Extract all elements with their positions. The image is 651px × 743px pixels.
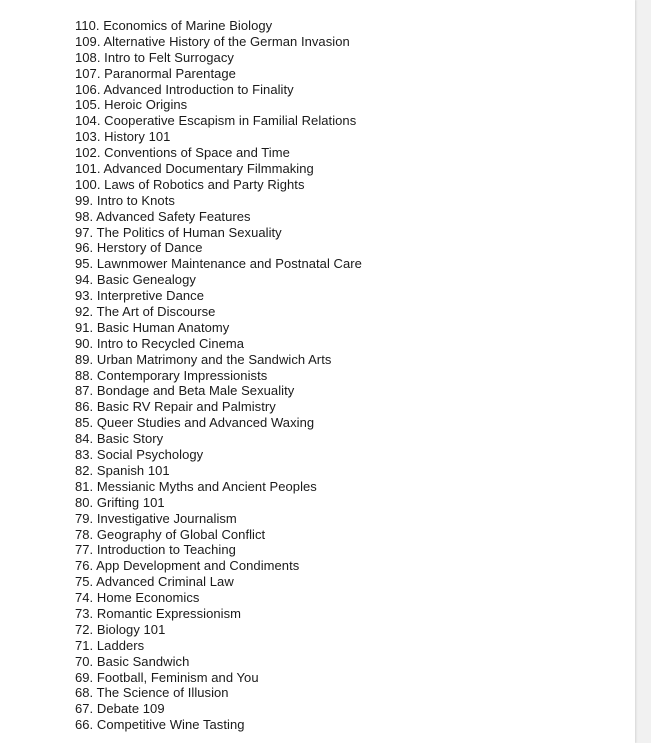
- list-item: 89. Urban Matrimony and the Sandwich Arts: [75, 351, 332, 367]
- list-item: 75. Advanced Criminal Law: [75, 574, 234, 590]
- list-item: 73. Romantic Expressionism: [75, 605, 242, 621]
- list-item: 105. Heroic Origins: [75, 97, 188, 113]
- list-item: 68. The Science of Illusion: [75, 685, 229, 701]
- list-item: 86. Basic RV Repair and Palmistry: [75, 399, 276, 415]
- list-item: 99. Intro to Knots: [75, 192, 175, 208]
- list-item: 100. Laws of Robotics and Party Rights: [75, 176, 305, 192]
- list-item: 101. Advanced Documentary Filmmaking: [75, 161, 314, 177]
- list-item: 93. Interpretive Dance: [75, 288, 205, 304]
- list-item: 96. Herstory of Dance: [75, 240, 203, 256]
- list-item: 78. Geography of Global Conflict: [75, 526, 266, 542]
- list-item: 82. Spanish 101: [75, 462, 170, 478]
- list-item: 97. The Politics of Human Sexuality: [75, 224, 282, 240]
- list-item: 103. History 101: [75, 129, 171, 145]
- list-item: 76. App Development and Condiments: [75, 558, 300, 574]
- list-item: 70. Basic Sandwich: [75, 653, 190, 669]
- list-item: 84. Basic Story: [75, 431, 164, 447]
- list-item: 88. Contemporary Impressionists: [75, 367, 268, 383]
- list-item: 109. Alternative History of the German Invasion: [75, 33, 350, 49]
- list-item: 108. Intro to Felt Surrogacy: [75, 49, 234, 65]
- list-item: 98. Advanced Safety Features: [75, 208, 251, 224]
- list-item: 85. Queer Studies and Advanced Waxing: [75, 415, 315, 431]
- list-item: 92. The Art of Discourse: [75, 304, 216, 320]
- list-item: 67. Debate 109: [75, 701, 165, 717]
- list-item: 66. Competitive Wine Tasting: [75, 717, 245, 733]
- list-item: 87. Bondage and Beta Male Sexuality: [75, 383, 295, 399]
- list-item: 81. Messianic Myths and Ancient Peoples: [75, 478, 317, 494]
- list-item: 69. Football, Feminism and You: [75, 669, 259, 685]
- list-item: 80. Grifting 101: [75, 494, 165, 510]
- list-item: 102. Conventions of Space and Time: [75, 145, 290, 161]
- list-item: 79. Investigative Journalism: [75, 510, 237, 526]
- list-item: 110. Economics of Marine Biology: [75, 18, 273, 33]
- list-item: 77. Introduction to Teaching: [75, 542, 236, 558]
- episode-list: [75, 18, 362, 733]
- list-item: 107. Paranormal Parentage: [75, 65, 236, 81]
- list-item: 90. Intro to Recycled Cinema: [75, 335, 245, 351]
- list-item: 94. Basic Genealogy: [75, 272, 196, 288]
- list-item: 74. Home Economics: [75, 590, 200, 606]
- list-item: 104. Cooperative Escapism in Familial Relations: [75, 113, 357, 129]
- list-item: 106. Advanced Introduction to Finality: [75, 81, 294, 97]
- list-item: 72. Biology 101: [75, 621, 166, 637]
- list-item: 91. Basic Human Anatomy: [75, 319, 230, 335]
- list-item: 71. Ladders: [75, 637, 145, 653]
- list-item: 83. Social Psychology: [75, 447, 204, 463]
- list-item: 95. Lawnmower Maintenance and Postnatal Care: [75, 256, 362, 272]
